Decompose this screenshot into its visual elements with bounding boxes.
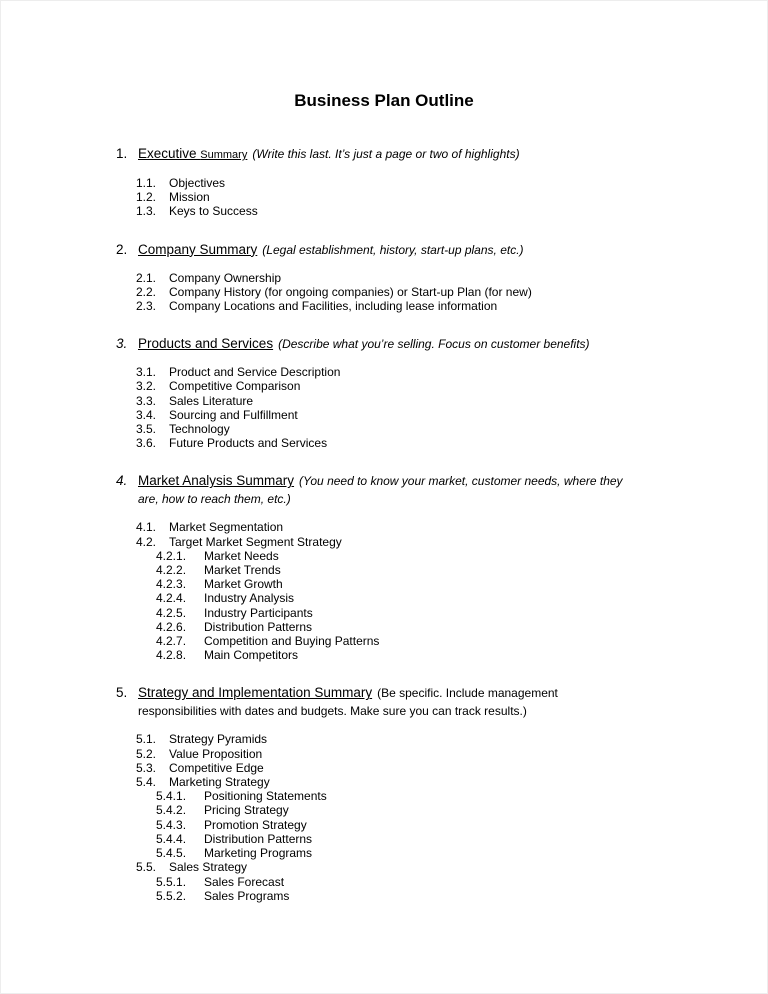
item-number: 4.2.2. [156, 563, 187, 578]
outline-item [116, 832, 628, 846]
item-text: Product and Service Description [169, 365, 341, 380]
document-title: Business Plan Outline [294, 91, 474, 110]
item-text: Market Trends [204, 563, 281, 578]
section-heading [116, 241, 628, 259]
outline-item [116, 860, 628, 874]
section-number: 4. [116, 473, 128, 489]
outline-item [116, 176, 628, 190]
section-title-part: Market Analysis Summary [138, 473, 295, 489]
outline-item [116, 648, 628, 662]
item-text: Industry Participants [204, 605, 313, 620]
item-text: Competitive Comparison [169, 379, 301, 394]
section-title-part: Company Summary [138, 241, 258, 257]
item-text: Future Products and Services [169, 436, 328, 451]
outline-item [116, 634, 628, 648]
outline-item [116, 606, 628, 620]
item-number: 5.4.5. [156, 846, 187, 861]
outline-item [116, 285, 628, 299]
outline-item [116, 549, 628, 563]
item-number: 2.3. [136, 299, 157, 314]
section-items [116, 732, 628, 902]
item-text: Market Growth [204, 577, 283, 592]
item-number: 5.3. [136, 760, 157, 775]
outline-item [116, 577, 628, 591]
outline-item [116, 620, 628, 634]
section-title [138, 242, 257, 257]
item-number: 3.5. [136, 422, 157, 437]
item-number: 4.2.8. [156, 648, 187, 663]
outline [116, 145, 628, 903]
section-title-part: Products and Services [138, 336, 274, 352]
section-items [116, 365, 628, 450]
item-number: 3.4. [136, 407, 157, 422]
item-text: Distribution Patterns [204, 619, 313, 634]
outline-item [116, 299, 628, 313]
outline-item [116, 408, 628, 422]
section-note: (Legal establishment, history, start-up plans, etc.) [262, 242, 524, 257]
outline-item [116, 846, 628, 860]
item-number: 5.4.3. [156, 817, 187, 832]
item-text: Marketing Programs [204, 846, 313, 861]
outline-item [116, 747, 628, 761]
item-number: 4.2.3. [156, 577, 187, 592]
outline-item [116, 422, 628, 436]
section-title-part: Executive [138, 146, 201, 161]
outline-item [116, 591, 628, 605]
item-text: Sales Strategy [169, 860, 248, 875]
outline-item [116, 535, 628, 549]
outline-item [116, 775, 628, 789]
section-heading [116, 335, 628, 353]
item-number: 4.2.7. [156, 634, 187, 649]
item-text: Marketing Strategy [169, 775, 270, 790]
item-text: Competition and Buying Patterns [204, 634, 380, 649]
item-number: 2.2. [136, 284, 157, 299]
outline-item [116, 436, 628, 450]
section-note: (Describe what you’re selling. Focus on customer benefits) [278, 337, 590, 352]
outline-item [116, 394, 628, 408]
outline-item [116, 789, 628, 803]
section-title [138, 685, 372, 700]
section-number: 3. [116, 336, 128, 352]
item-number: 3.3. [136, 393, 157, 408]
item-text: Company History (for ongoing companies) or Start-up Plan (for new) [169, 284, 532, 299]
item-text: Industry Analysis [204, 591, 295, 606]
outline-item [116, 520, 628, 534]
outline-section [116, 241, 628, 314]
item-text: Company Ownership [169, 270, 282, 285]
outline-section [116, 335, 628, 450]
section-title [138, 146, 247, 161]
item-text: Competitive Edge [169, 760, 264, 775]
section-items [116, 271, 628, 314]
item-number: 5.1. [136, 732, 157, 747]
outline-item [116, 875, 628, 889]
outline-section [116, 472, 628, 662]
outline-item [116, 365, 628, 379]
item-number: 3.2. [136, 379, 157, 394]
item-text: Strategy Pyramids [169, 732, 268, 747]
section-note: (Be specific. Include management responsibilities with dates and budgets. Make sure you can track results.) [138, 686, 558, 719]
item-text: Market Needs [204, 548, 279, 563]
section-number: 1. [116, 146, 128, 161]
item-number: 5.4.2. [156, 803, 187, 818]
item-number: 1.2. [136, 190, 157, 205]
outline-item [116, 761, 628, 775]
item-text: Sales Literature [169, 393, 254, 408]
item-number: 5.5.2. [156, 888, 187, 903]
section-heading [116, 145, 628, 164]
item-text: Distribution Patterns [204, 831, 313, 846]
item-number: 4.2.4. [156, 591, 187, 606]
item-text: Sales Programs [204, 888, 290, 903]
section-items [116, 520, 628, 662]
item-text: Target Market Segment Strategy [169, 534, 342, 549]
item-text: Positioning Statements [204, 789, 327, 804]
outline-item [116, 204, 628, 218]
outline-item [116, 563, 628, 577]
item-number: 5.4. [136, 775, 157, 790]
item-number: 2.1. [136, 270, 157, 285]
section-heading [116, 472, 628, 508]
section-number: 5. [116, 685, 128, 701]
outline-item [116, 889, 628, 903]
item-number: 5.4.4. [156, 831, 187, 846]
item-number: 4.1. [136, 520, 157, 535]
section-items [116, 176, 628, 219]
item-number: 4.2.5. [156, 605, 187, 620]
item-text: Pricing Strategy [204, 803, 289, 818]
item-number: 3.6. [136, 436, 157, 451]
section-title [138, 336, 273, 351]
item-text: Technology [169, 422, 230, 437]
item-text: Promotion Strategy [204, 817, 307, 832]
item-text: Market Segmentation [169, 520, 284, 535]
item-number: 1.3. [136, 204, 157, 219]
item-text: Keys to Success [169, 204, 258, 219]
outline-item [116, 271, 628, 285]
item-text: Sourcing and Fulfillment [169, 407, 298, 422]
item-number: 4.2.1. [156, 548, 187, 563]
item-number: 3.1. [136, 365, 157, 380]
section-note: (You need to know your market, customer needs, where they are, how to reach them, etc.) [138, 474, 623, 507]
outline-item [116, 803, 628, 817]
item-number: 5.4.1. [156, 789, 187, 804]
section-note: (Write this last. It’s just a page or two of highlights) [252, 147, 520, 161]
item-text: Mission [169, 190, 210, 205]
section-title-part: Strategy and Implementation Summary [138, 685, 373, 701]
section-title-part: Summary [200, 149, 248, 161]
outline-item [116, 732, 628, 746]
item-number: 5.2. [136, 746, 157, 761]
section-title [138, 473, 294, 488]
item-text: Value Proposition [169, 746, 263, 761]
item-number: 5.5.1. [156, 874, 187, 889]
item-number: 1.1. [136, 176, 157, 190]
item-number: 4.2.6. [156, 619, 187, 634]
item-text: Sales Forecast [204, 874, 285, 889]
outline-item [116, 379, 628, 393]
item-text: Objectives [169, 176, 226, 190]
outline-item [116, 190, 628, 204]
item-number: 5.5. [136, 860, 157, 875]
outline-section [116, 684, 628, 902]
item-number: 4.2. [136, 534, 157, 549]
item-text: Main Competitors [204, 648, 299, 663]
outline-section [116, 145, 628, 219]
section-number: 2. [116, 241, 128, 257]
section-heading [116, 684, 628, 720]
item-text: Company Locations and Facilities, including lease information [169, 299, 498, 314]
outline-item [116, 818, 628, 832]
